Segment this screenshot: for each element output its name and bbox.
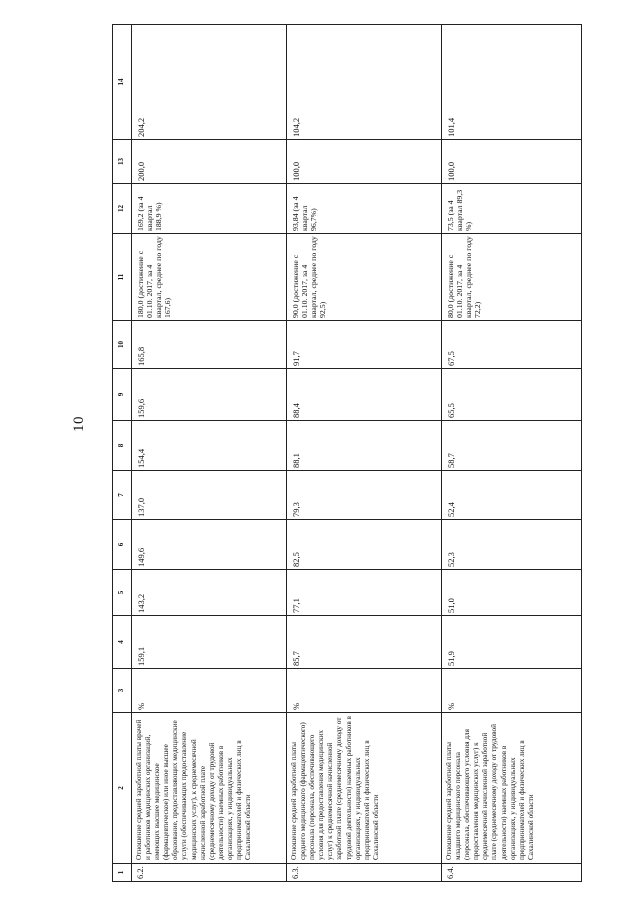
col-header-8: 8 bbox=[113, 421, 132, 471]
row-unit: % bbox=[287, 669, 442, 713]
col-header-4: 4 bbox=[113, 616, 132, 669]
page-number: 10 bbox=[71, 416, 87, 432]
cell-col-11: 80,0 (достижение с 01.10. 2017, за 4 квартал, среднее по году 72,2) bbox=[442, 234, 582, 321]
row-description: Отношение средней заработной платы врачей и работников медицинских организаций, имеющих высшее медицинское (фармацевтическое) или иное высшее образование, предоставляющих медицинские услуги (обеспечивающих предоставление медицинских услуг), к среднемесячной начисленной заработной плате (среднемесячному доходу от трудовой деятельности) наемных работников в организациях, у индивидуальных предпринимателей и физических лиц в Сахалинской области bbox=[132, 713, 287, 864]
cell-col-8: 154,4 bbox=[132, 421, 287, 471]
cell-col-7: 79,3 bbox=[287, 471, 442, 520]
cell-col-6: 52,3 bbox=[442, 520, 582, 570]
table-row bbox=[442, 25, 582, 882]
indicator-table bbox=[112, 24, 582, 882]
row-unit: % bbox=[132, 669, 287, 713]
col-header-13: 13 bbox=[113, 140, 132, 184]
cell-col-12: 169,2 (за 4 квартал 188,9 %) bbox=[132, 184, 287, 234]
cell-col-10: 165,8 bbox=[132, 321, 287, 369]
col-header-3: 3 bbox=[113, 669, 132, 713]
cell-col-8: 88,1 bbox=[287, 421, 442, 471]
row-index: 6.2. bbox=[132, 864, 287, 882]
header-row bbox=[113, 25, 132, 882]
col-header-9: 9 bbox=[113, 369, 132, 421]
col-header-1: 1 bbox=[113, 864, 132, 882]
indicator-table-frame bbox=[112, 25, 582, 882]
row-description: Отношение средней заработной платы среднего медицинского (фармацевтического) персонала (персонала, обеспечивающего условия для предоставления медицинских услуг) к среднемесячной начисленной заработной плате (среднемесячному доходу от трудовой деятельности) наемных работников в организациях, у индивидуальных предпринимателей и физических лиц в Сахалинской области bbox=[287, 713, 442, 864]
col-header-11: 11 bbox=[113, 234, 132, 321]
cell-col-9: 88,4 bbox=[287, 369, 442, 421]
table-row bbox=[287, 25, 442, 882]
row-unit: % bbox=[442, 669, 582, 713]
cell-col-5: 51,0 bbox=[442, 570, 582, 616]
col-header-12: 12 bbox=[113, 184, 132, 234]
row-description: Отношение средней заработной платы младшего медицинского персонала (персонала, обеспечивающего условия для предоставления медицинских услуг) к среднемесячной начисленной заработной плате (среднемесячному доходу от трудовой деятельности) наемных работников в организациях, у индивидуальных предпринимателей и физических лиц в Сахалинской области bbox=[442, 713, 582, 864]
cell-col-4: 159,1 bbox=[132, 616, 287, 669]
cell-col-8: 58,7 bbox=[442, 421, 582, 471]
cell-col-4: 51,9 bbox=[442, 616, 582, 669]
cell-col-4: 85,7 bbox=[287, 616, 442, 669]
col-header-6: 6 bbox=[113, 520, 132, 570]
cell-col-9: 65,5 bbox=[442, 369, 582, 421]
cell-col-7: 137,0 bbox=[132, 471, 287, 520]
cell-col-14: 204,2 bbox=[132, 25, 287, 140]
table-row bbox=[132, 25, 287, 882]
cell-col-10: 67,5 bbox=[442, 321, 582, 369]
cell-col-13: 100,0 bbox=[442, 140, 582, 184]
col-header-2: 2 bbox=[113, 713, 132, 864]
cell-col-7: 52,4 bbox=[442, 471, 582, 520]
cell-col-11: 90,0 (достижение с 01.10. 2017, за 4 квартал, среднее по году 92,5) bbox=[287, 234, 442, 321]
col-header-14: 14 bbox=[113, 25, 132, 140]
cell-col-13: 200,0 bbox=[132, 140, 287, 184]
col-header-5: 5 bbox=[113, 570, 132, 616]
col-header-10: 10 bbox=[113, 321, 132, 369]
cell-col-12: 73,5 (за 4 квартал 89,3 %) bbox=[442, 184, 582, 234]
cell-col-6: 149,6 bbox=[132, 520, 287, 570]
cell-col-11: 180,0 (достижение с 01.10. 2017, за 4 квартал, среднее по году 167,6) bbox=[132, 234, 287, 321]
cell-col-12: 93,84 (за 4 квартал 96,7%) bbox=[287, 184, 442, 234]
cell-col-10: 91,7 bbox=[287, 321, 442, 369]
cell-col-14: 101,4 bbox=[442, 25, 582, 140]
cell-col-13: 100,0 bbox=[287, 140, 442, 184]
cell-col-9: 159,6 bbox=[132, 369, 287, 421]
cell-col-5: 143,2 bbox=[132, 570, 287, 616]
row-index: 6.3. bbox=[287, 864, 442, 882]
cell-col-14: 104,2 bbox=[287, 25, 442, 140]
cell-col-6: 82,5 bbox=[287, 520, 442, 570]
cell-col-5: 77,1 bbox=[287, 570, 442, 616]
row-index: 6.4. bbox=[442, 864, 582, 882]
col-header-7: 7 bbox=[113, 471, 132, 520]
